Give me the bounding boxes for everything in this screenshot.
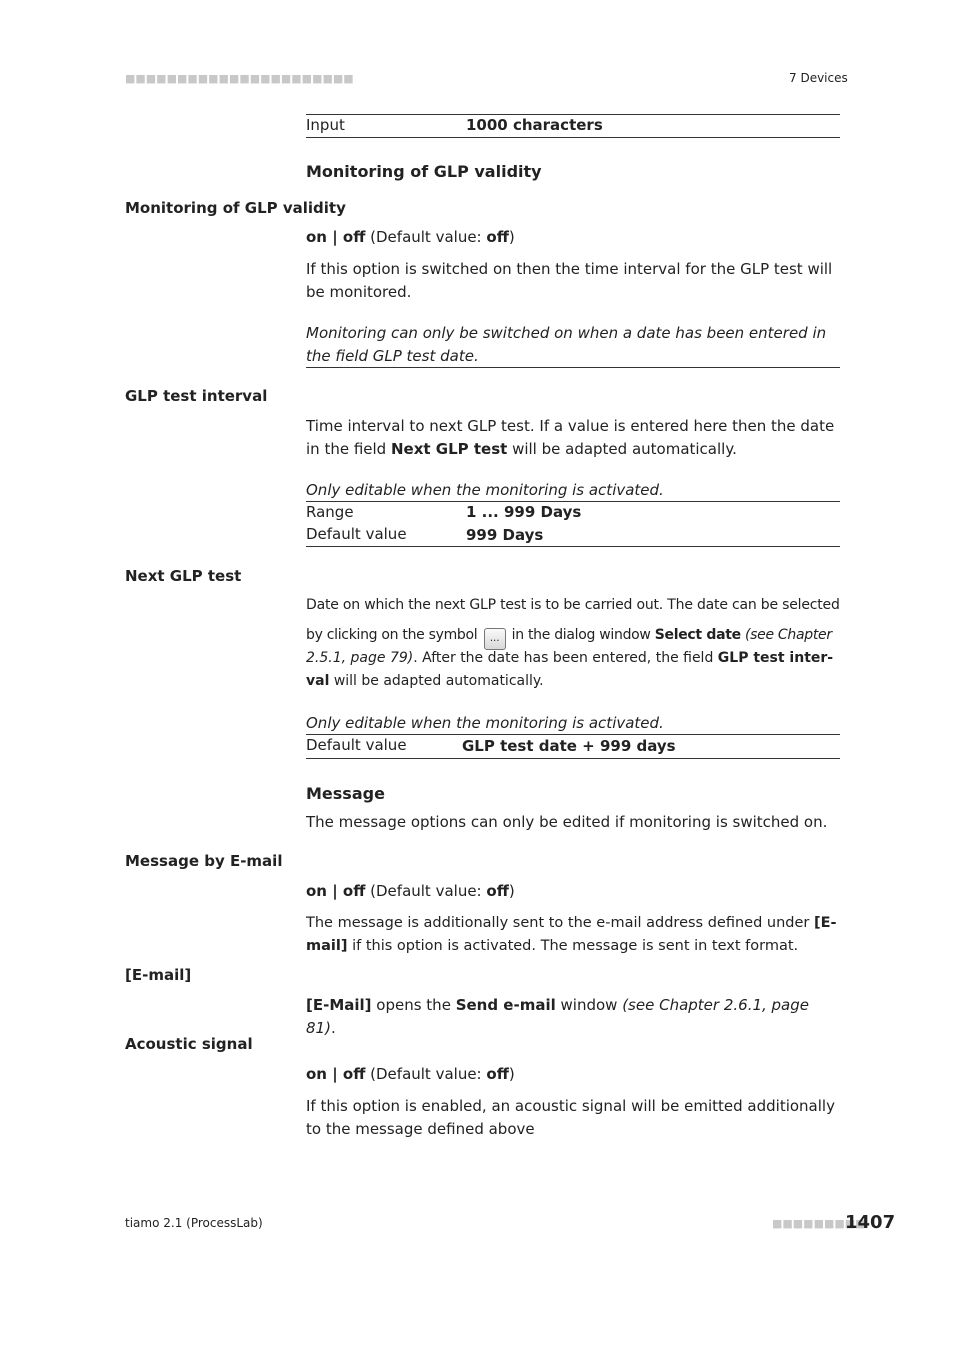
- table-rule: [306, 137, 840, 138]
- ellipsis-button-icon: ...: [484, 628, 506, 650]
- message-text: The message options can only be edited if monitoring is switched on.: [306, 813, 828, 831]
- next-test-note: Only editable when the monitoring is activated.: [306, 714, 664, 732]
- default-label: Default value: [306, 525, 407, 543]
- next-test-line2: by clicking on the symbol ... in the dialog window Select date (see Chapter: [306, 624, 840, 650]
- footer-decoration: ■■■■■■■■■: [772, 1217, 866, 1230]
- acoustic-description: If this option is enabled, an acoustic signal will be emitted additionally to the message defined above: [306, 1097, 835, 1138]
- monitoring-note: Monitoring can only be switched on when a date has been entered in the field GLP test date.: [306, 324, 827, 365]
- email-msg-description: The message is additionally sent to the e-mail address defined under [E- mail] if this option is activated. The message is sent in text format.: [306, 915, 837, 954]
- table-rule: [306, 546, 840, 547]
- next-test-line4: val will be adapted automatically.: [306, 673, 544, 689]
- param-email-button-label: [E-mail]: [125, 966, 192, 984]
- default-value: 999 Days: [466, 526, 544, 544]
- email-button-description: [E-Mail] opens the Send e-mail window (see Chapter 2.6.1, page 81).: [306, 996, 809, 1037]
- email-msg-options: on | off (Default value: off): [306, 882, 515, 900]
- interval-description: Time interval to next GLP test. If a value is entered here then the date in the field Next GLP test will be adapted automatically.: [306, 417, 835, 458]
- interval-note: Only editable when the monitoring is activated.: [306, 481, 664, 499]
- header-decoration: ■■■■■■■■■■■■■■■■■■■■■■: [125, 72, 354, 85]
- acoustic-options: on | off (Default value: off): [306, 1065, 515, 1083]
- page-number: 1407: [845, 1212, 896, 1233]
- param-next-test-label: Next GLP test: [125, 567, 242, 585]
- next-test-line3: 2.5.1, page 79). After the date has been entered, the field GLP test inter-: [306, 650, 834, 666]
- input-value: 1000 characters: [466, 116, 603, 134]
- monitoring-options: on | off (Default value: off): [306, 228, 515, 246]
- param-interval-label: GLP test interval: [125, 387, 268, 405]
- monitoring-description: If this option is switched on then the time interval for the GLP test will be monitored.: [306, 260, 833, 301]
- next-default-value: GLP test date + 999 days: [462, 737, 676, 755]
- table-rule: [306, 734, 840, 735]
- param-acoustic-label: Acoustic signal: [125, 1035, 253, 1053]
- input-label: Input: [306, 116, 345, 134]
- section-rule: [306, 367, 840, 368]
- message-title: Message: [306, 784, 385, 803]
- chapter-title: 7 Devices: [789, 71, 848, 85]
- table-rule: [306, 501, 840, 502]
- footer-product: tiamo 2.1 (ProcessLab): [125, 1216, 263, 1230]
- section-title: Monitoring of GLP validity: [306, 162, 542, 181]
- param-email-msg-label: Message by E-mail: [125, 852, 283, 870]
- table-rule: [306, 758, 840, 759]
- range-value: 1 ... 999 Days: [466, 503, 582, 521]
- range-label: Range: [306, 503, 354, 521]
- next-test-line1: Date on which the next GLP test is to be carried out. The date can be selected: [306, 597, 840, 613]
- table-rule: [306, 114, 840, 115]
- param-monitoring-label: Monitoring of GLP validity: [125, 199, 346, 217]
- next-default-label: Default value: [306, 736, 407, 754]
